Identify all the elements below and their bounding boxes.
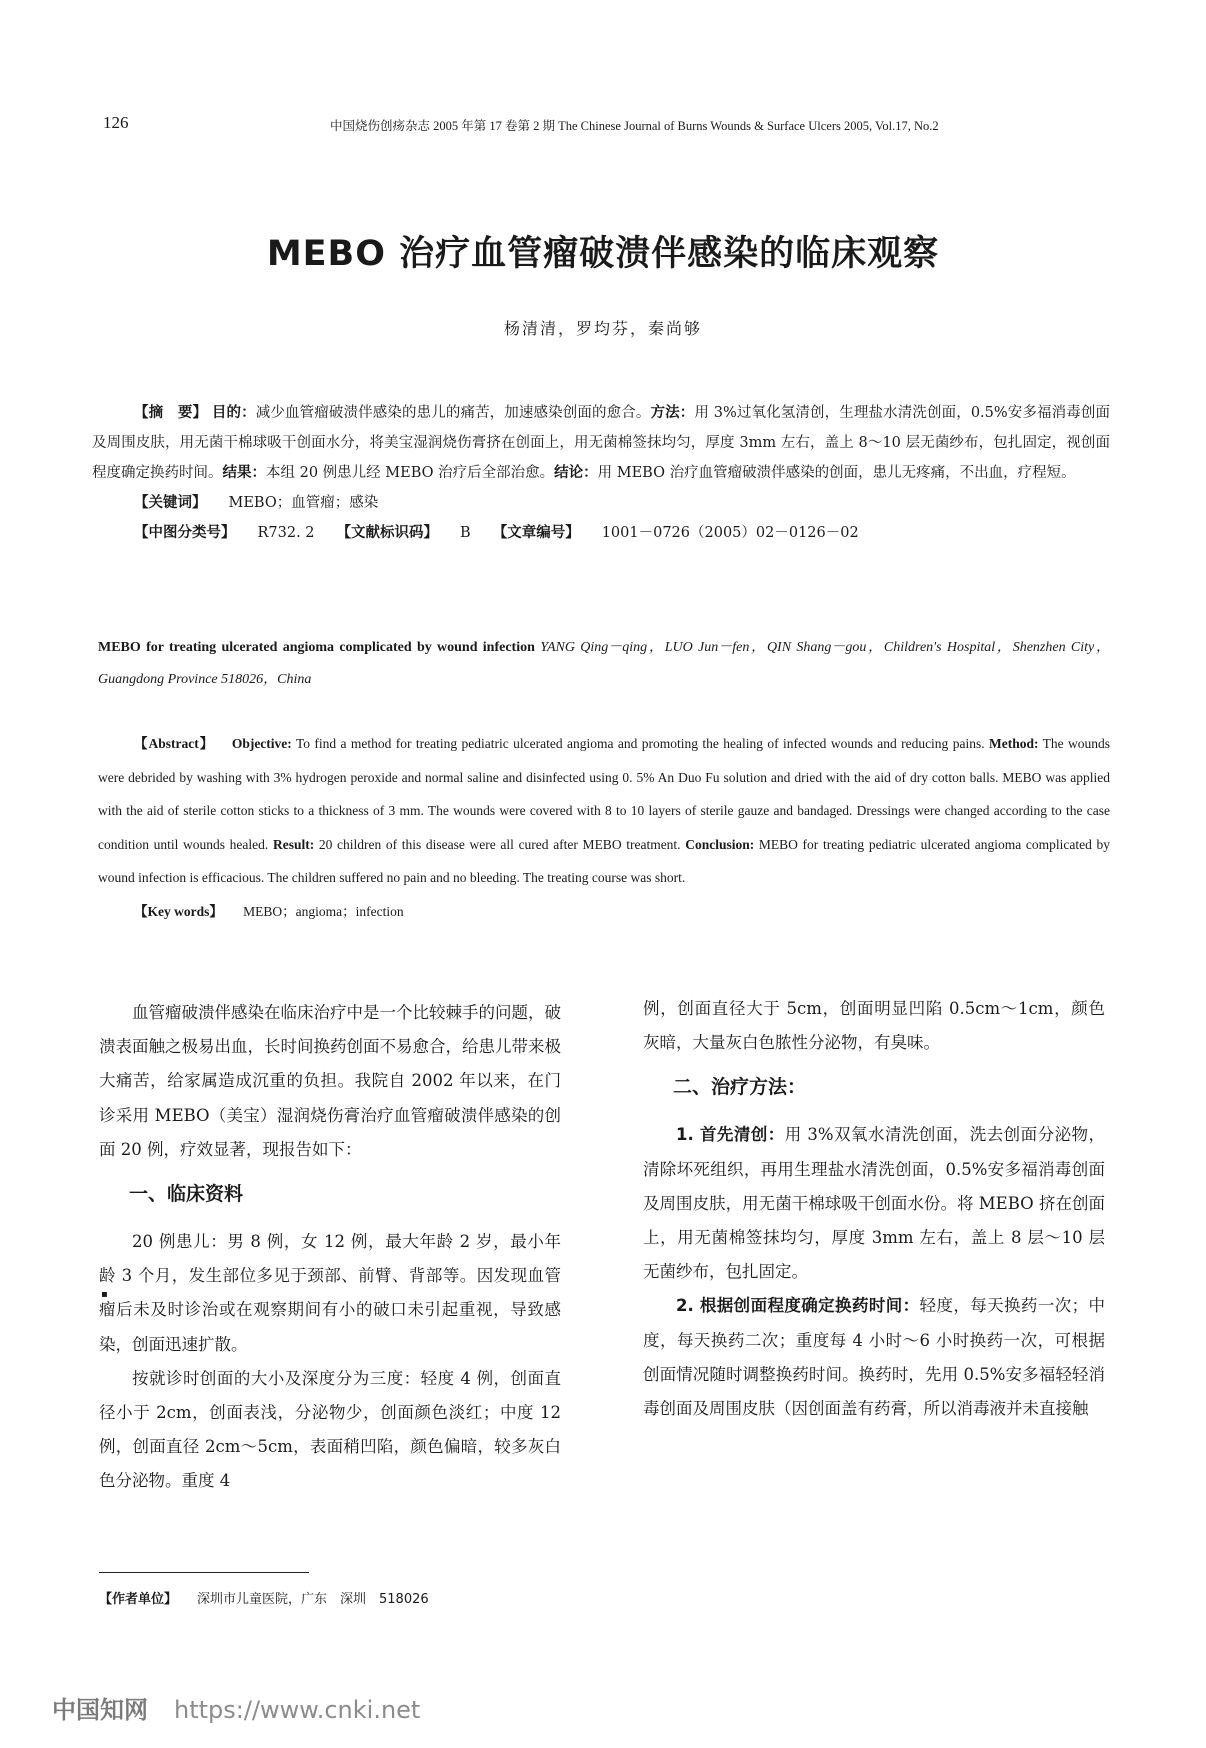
en-objective-text: To find a method for treating pediatric ulcerated angioma and promoting the healing of infected wounds and reducing pains. bbox=[295, 736, 985, 751]
english-abstract bbox=[98, 727, 1110, 928]
keywords-text: MEBO；血管瘤；感染 bbox=[228, 495, 379, 511]
method-label: 方法： bbox=[650, 405, 695, 421]
en-result-label: Result: bbox=[272, 836, 315, 852]
step-2-label: 2. 根据创面程度确定换药时间： bbox=[676, 1296, 920, 1316]
method-text: 用 3%过氧化氢清创，生理盐水清洗创面，0.5%安多福消毒创面及周围皮肤，用无菌干棉球吸干创面水分，将美宝湿润烧伤膏挤在创面上，用无菌棉签抹均匀，厚度 3mm 左右，盖上 8～10 层无菌纱布，包扎固定，视创面程度确定换药时间。 bbox=[92, 405, 1111, 481]
en-result-text: 20 children of this disease were all cured after MEBO treatment. bbox=[318, 836, 681, 852]
english-abstract-body bbox=[98, 727, 1110, 895]
left-column bbox=[99, 996, 561, 1499]
watermark-logo: 中国知网 bbox=[52, 1696, 148, 1724]
keywords-cn bbox=[92, 488, 1110, 518]
en-keywords-text: MEBO；angioma；infection bbox=[243, 903, 404, 919]
step-2 bbox=[643, 1289, 1105, 1426]
clc-text: R732. 2 bbox=[257, 525, 315, 541]
en-conclusion-text: MEBO for treating pediatric ulcerated angioma complicated by wound infection is efficacious. The children suffered no pain and no bleeding. The treating course was short. bbox=[98, 836, 1111, 885]
english-authors: YANG Qing－qing，LUO Jun－fen，QIN Shang－gou，Children's Hospital，Shenzhen City，Guangdong Province 518026，China bbox=[98, 640, 1110, 687]
abstract-cn-body bbox=[92, 398, 1110, 488]
english-title-block bbox=[98, 632, 1110, 696]
clc-label: 【中图分类号】 bbox=[134, 525, 236, 541]
step-1-label: 1. 首先清创： bbox=[676, 1125, 785, 1145]
right-column bbox=[643, 992, 1105, 1426]
step-2-text: 轻度，每天换药一次；中度，每天换药二次；重度每 4 小时～6 小时换药一次，可根据创面情况随时调整换药时间。换药时，先用 0.5%安多福轻轻消毒创面及周围皮肤（因创面盖有药膏，所以消毒液并未直接触 bbox=[643, 1296, 1106, 1419]
watermark-url: https://www.cnki.net bbox=[174, 1696, 421, 1724]
authors: 杨清清，罗均芬，秦尚够 bbox=[503, 319, 702, 338]
en-keywords-label: 【Key words】 bbox=[134, 903, 223, 919]
cnki-watermark bbox=[52, 1690, 420, 1725]
article-title: MEBO 治疗血管瘤破溃伴感染的临床观察 bbox=[266, 234, 940, 274]
en-abstract-label: 【Abstract】 bbox=[134, 736, 215, 751]
en-objective-label: Objective: bbox=[231, 736, 292, 751]
objective-label: 目的： bbox=[211, 405, 256, 421]
section-heading-clinical: 一、临床资料 bbox=[129, 1183, 244, 1206]
en-conclusion-label: Conclusion: bbox=[685, 836, 755, 852]
keywords-label: 【关键词】 bbox=[134, 495, 207, 511]
footnote-rule bbox=[99, 1572, 309, 1573]
english-keywords bbox=[98, 895, 1110, 929]
article-no-text: 1001－0726（2005）02－0126－02 bbox=[601, 525, 859, 541]
conclusion-text: 用 MEBO 治疗血管瘤破溃伴感染的创面，患儿无疼痛，不出血，疗程短。 bbox=[597, 465, 1076, 481]
chinese-abstract bbox=[92, 398, 1110, 548]
running-head: 中国烧伤创疡杂志 2005 年第 17 卷第 2 期 The Chinese Journal of Burns Wounds & Surface Ulcers 2005, Vol.17, No.2 bbox=[330, 119, 939, 133]
footnote-text: 深圳市儿童医院，广东 深圳 518026 bbox=[197, 1592, 429, 1607]
article-no-label: 【文章编号】 bbox=[492, 525, 580, 541]
doc-code-text: B bbox=[460, 525, 471, 541]
clinical-paragraph-2-cont: 例，创面直径大于 5cm，创面明显凹陷 0.5cm～1cm，颜色灰暗，大量灰白色脓性分泌物，有臭味。 bbox=[643, 999, 1105, 1053]
en-method-text: The wounds were debrided by washing with 3% hydrogen peroxide and normal saline and disinfected using 0. 5% An Duo Fu solution and dried with the aid of dry cotton balls. MEBO was applied with the aid of sterile cotton sticks to a thickness of 3 mm. The wounds were covered with 8 to 10 layers of sterile gauze and bandaged. Dressings were changed according to the case condition until wounds healed. bbox=[98, 736, 1110, 852]
margin-mark: ▪ bbox=[101, 1289, 108, 1300]
result-label: 结果： bbox=[222, 465, 266, 481]
author-affiliation-footnote bbox=[99, 1588, 429, 1607]
result-text: 本组 20 例患儿经 MEBO 治疗后全部治愈。 bbox=[266, 465, 555, 481]
section-heading-treatment: 二、治疗方法： bbox=[673, 1076, 807, 1099]
en-method-label: Method: bbox=[988, 736, 1039, 751]
intro-paragraph: 血管瘤破溃伴感染在临床治疗中是一个比较棘手的问题，破溃表面触之极易出血，长时间换药创面不易愈合，给患儿带来极大痛苦，给家属造成沉重的负担。我院自 2002 年以来，在门诊采用 MEBO（美宝）湿润烧伤膏治疗血管瘤破溃伴感染的创面 20 例，疗效显著，现报告如下： bbox=[99, 1003, 561, 1159]
step-1 bbox=[643, 1118, 1105, 1289]
footnote-label: 【作者单位】 bbox=[99, 1592, 178, 1607]
conclusion-label: 结论： bbox=[554, 465, 598, 481]
objective-text: 减少血管瘤破溃伴感染的患儿的痛苦，加速感染创面的愈合。 bbox=[255, 405, 651, 421]
page-number: 126 bbox=[103, 113, 129, 132]
step-1-text: 用 3%双氧水清洗创面，洗去创面分泌物，清除坏死组织，再用生理盐水清洗创面，0.5%安多福消毒创面及周围皮肤，用无菌干棉球吸干创面水份。将 MEBO 挤在创面上，用无菌棉签抹均匀，厚度 3mm 左右，盖上 8 层～10 层无菌纱布，包扎固定。 bbox=[643, 1125, 1105, 1282]
clinical-paragraph-2: 按就诊时创面的大小及深度分为三度：轻度 4 例，创面直径小于 2cm，创面表浅，分泌物少，创面颜色淡红；中度 12 例，创面直径 2cm～5cm，表面稍凹陷，颜色偏暗，较多灰白色分泌物。重度 4 bbox=[99, 1368, 561, 1491]
abstract-label: 【摘 要】 bbox=[134, 405, 208, 421]
clinical-paragraph-1: 20 例患儿：男 8 例，女 12 例，最大年龄 2 岁，最小年龄 3 个月，发生部位多见于颈部、前臂、背部等。因发现血管瘤后未及时诊治或在观察期间有小的破口未引起重视，导致感染，创面迅速扩散。 bbox=[99, 1232, 561, 1354]
classification-line bbox=[92, 518, 1110, 548]
doc-code-label: 【文献标识码】 bbox=[336, 525, 439, 541]
english-title: MEBO for treating ulcerated angioma complicated by wound infection bbox=[98, 640, 535, 655]
